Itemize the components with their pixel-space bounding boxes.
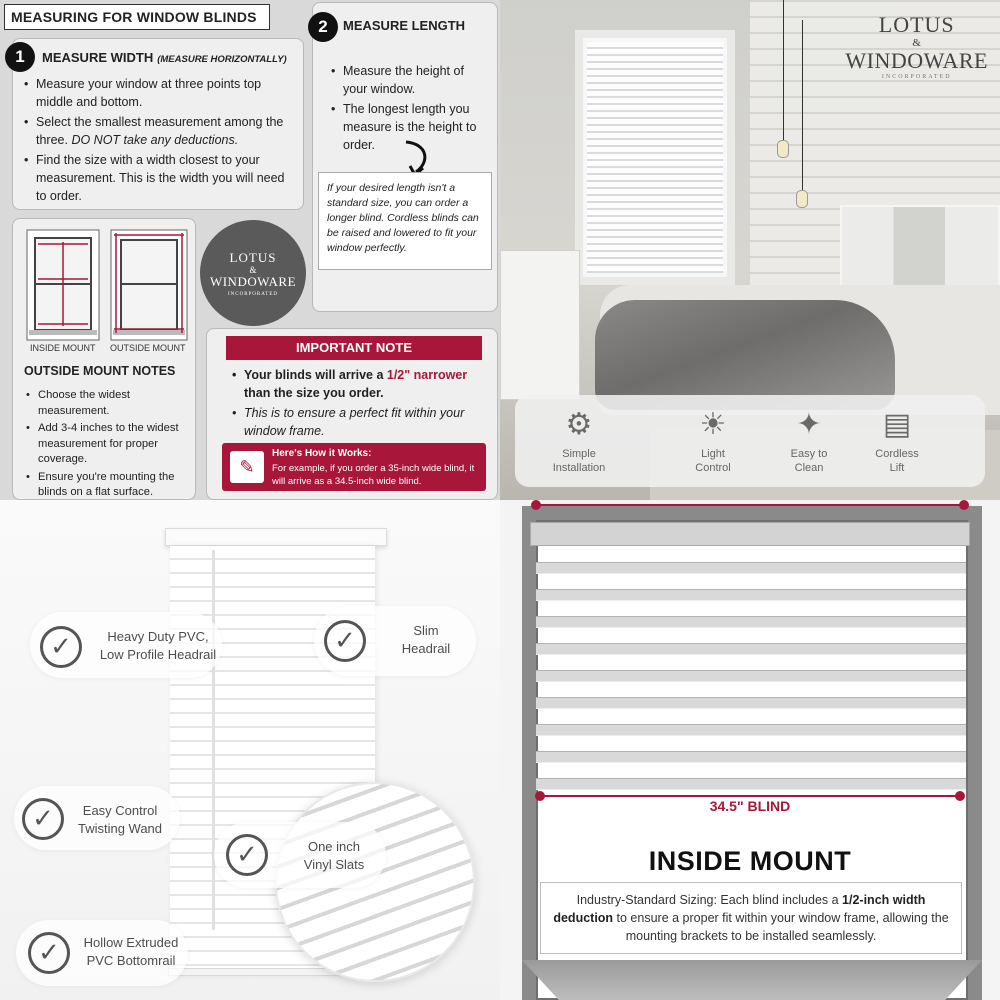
list-item: • Find the size with a width closest to your measurement. This is the width you will need to order. <box>22 151 298 205</box>
bedroom-lifestyle-panel <box>500 0 1000 500</box>
list-item: • Choose the widest measurement. <box>24 388 194 419</box>
feature-label: Simple <box>562 448 596 460</box>
headboard <box>840 205 1000 295</box>
length-note: If your desired length isn't a standard size, you can order a longer blind. Cordless blinds can be raised and lowered to fit your window perfectly. <box>318 172 492 270</box>
note-pencil-icon: ✎ <box>230 451 264 483</box>
window-sill <box>522 960 982 1000</box>
brand-line: INCORPORATED <box>881 74 952 80</box>
lotus-windoware-logo <box>200 220 306 326</box>
feature-text: Slim Headrail <box>401 623 451 656</box>
feature-text: One inch Vinyl Slats <box>303 839 365 872</box>
headrail <box>165 528 387 546</box>
gear-hand-icon: ⚙ <box>565 408 593 441</box>
checkmark-icon: ✓ <box>40 626 82 668</box>
feature-text: Heavy Duty PVC, Low Profile Headrail <box>99 629 217 662</box>
measure-length-heading: MEASURE LENGTH <box>343 18 466 33</box>
feature-bar <box>515 395 985 487</box>
blanket <box>595 300 895 410</box>
logo-line: WINDOWARE <box>209 274 297 289</box>
how-it-works-text: For example, if you order a 35-inch wide blind, it will arrive as a 34.5-inch wide blind. <box>272 463 475 487</box>
sizing-description: Industry-Standard Sizing: Each blind includes a 1/2-inch width deduction to ensure a proper fit within your window frame, allowing the mounting brackets to be installed seamlessly. <box>540 882 962 954</box>
dresser <box>500 250 580 400</box>
how-it-works-box <box>222 443 486 491</box>
brand-line: LOTUS <box>878 12 955 37</box>
feature-label: Lift <box>889 462 905 474</box>
blind-slat <box>536 562 966 574</box>
feature-cordless-lift <box>857 403 937 475</box>
important-note-list <box>228 366 488 442</box>
feature-simple-installation <box>539 403 619 475</box>
sun-icon: ☀ <box>699 408 727 441</box>
inside-mount-diagram <box>26 229 100 341</box>
inside-mount-title: INSIDE MOUNT <box>648 846 852 876</box>
list-item: • This is to ensure a perfect fit within your window frame. <box>228 404 488 440</box>
window-with-blinds <box>575 30 735 285</box>
product-features-panel <box>0 500 500 1000</box>
blind-slat <box>536 616 966 628</box>
list-item: • Measure your window at three points top middle and bottom. <box>22 75 298 111</box>
logo-amp: & <box>249 265 257 275</box>
blind-slat <box>536 697 966 709</box>
feature-label: Control <box>695 462 731 474</box>
checkmark-icon: ✓ <box>22 798 64 840</box>
outside-mount-heading: OUTSIDE MOUNT NOTES <box>24 364 176 378</box>
inside-mount-panel <box>500 500 1000 1000</box>
outside-mount-label: OUTSIDE MOUNT <box>110 343 186 353</box>
checkmark-icon: ✓ <box>28 932 70 974</box>
inside-mount-label: INSIDE MOUNT <box>30 343 96 353</box>
guide-title: MEASURING FOR WINDOW BLINDS <box>4 4 270 30</box>
how-it-works-title: Here's How it Works: <box>272 448 372 459</box>
logo-line: INCORPORATED <box>227 292 279 297</box>
feature-light-control <box>673 403 753 475</box>
dimension-dot <box>531 500 541 510</box>
blind-slat <box>536 589 966 601</box>
measuring-guide-panel <box>0 0 500 500</box>
pendant-cord <box>802 20 803 190</box>
pendant-cord <box>783 0 784 140</box>
feature-label: Clean <box>794 462 824 474</box>
feature-easy-to-clean <box>769 403 849 475</box>
blind-slat <box>536 724 966 736</box>
list-item: • Select the smallest measurement among the three. DO NOT take any deductions. <box>22 113 298 149</box>
step-1-badge: 1 <box>5 42 35 72</box>
blind-headrail <box>530 522 970 546</box>
pendant-bulb <box>777 140 789 158</box>
dimension-dot <box>959 500 969 510</box>
measure-width-list <box>22 75 298 207</box>
window-blind-icon: ▤ <box>882 408 912 441</box>
feature-text: Easy Control Twisting Wand <box>77 803 163 836</box>
top-dimension-line <box>536 504 964 506</box>
twisting-wand <box>212 550 215 930</box>
brand-amp: & <box>912 37 921 49</box>
feature-label: Installation <box>552 462 606 474</box>
blind-dimension-line <box>540 795 960 797</box>
checkmark-icon: ✓ <box>324 620 366 662</box>
sparkle-icon: ✦ <box>796 408 822 441</box>
pendant-bulb <box>796 190 808 208</box>
blind-slat <box>536 643 966 655</box>
feature-label: Easy to <box>790 448 828 460</box>
blind-slat <box>536 778 966 790</box>
feature-label: Light <box>701 448 725 460</box>
blind-slat <box>536 751 966 763</box>
blind-size-label: 34.5" BLIND <box>709 798 791 814</box>
step-2-badge: 2 <box>308 12 338 42</box>
list-item: • The longest length you measure is the height to order. <box>329 100 489 154</box>
blind-slat <box>536 670 966 682</box>
important-note-heading: IMPORTANT NOTE <box>226 336 482 360</box>
list-item: • Your blinds will arrive a 1/2" narrower than the size you order. <box>228 366 488 402</box>
logo-line: LOTUS <box>229 250 277 265</box>
checkmark-icon: ✓ <box>226 834 268 876</box>
brand-logo <box>845 12 988 80</box>
measure-width-heading: MEASURE WIDTH (MEASURE HORIZONTALLY) <box>42 50 287 65</box>
outside-mount-diagram <box>110 229 188 341</box>
list-item: • Ensure you're mounting the blinds on a flat surface. <box>24 470 194 501</box>
list-item: • Measure the height of your window. <box>329 62 489 98</box>
outside-mount-list <box>24 388 194 500</box>
feature-text: Hollow Extruded PVC Bottomrail <box>83 935 179 968</box>
brand-line: WINDOWARE <box>845 48 988 73</box>
list-item: • Add 3-4 inches to the widest measurement for proper coverage. <box>24 421 194 468</box>
feature-label: Cordless <box>875 448 919 460</box>
